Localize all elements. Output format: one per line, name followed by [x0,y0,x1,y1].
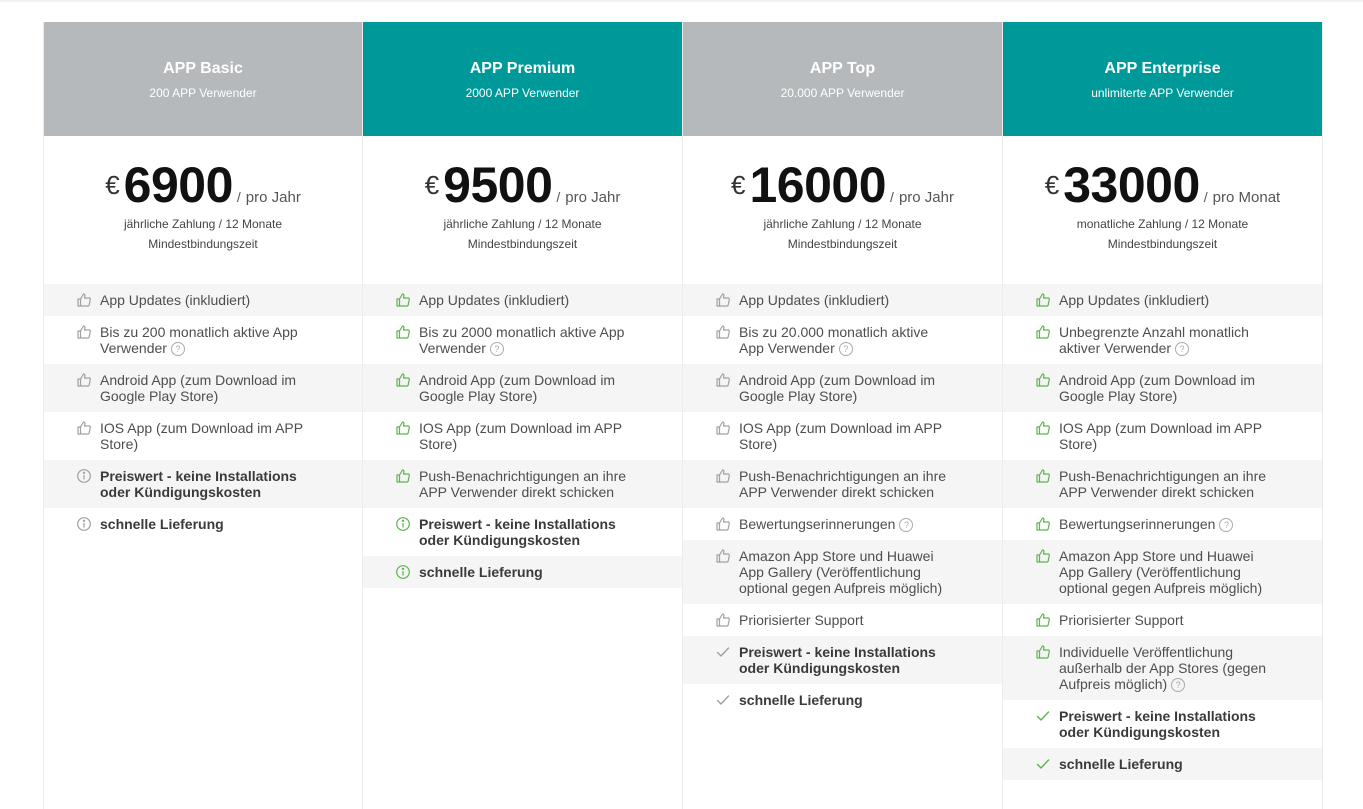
feature-item [44,460,362,508]
feature-text [419,468,634,500]
thumbs-up-icon [395,420,411,436]
price-row [363,156,682,214]
feature-item [1003,604,1322,636]
feature-text [1059,516,1274,532]
feature-label: Bis zu 200 monatlich aktive App Verwender [100,324,298,356]
price-amount: 16000 [749,157,887,213]
plan-users: 20.000 APP Verwender [780,86,905,100]
feature-text [1059,612,1274,628]
feature-list [363,284,682,588]
feature-list [683,284,1002,716]
feature-item [1003,364,1322,412]
feature-label: Bewertungserinnerungen [1059,516,1216,532]
feature-label: schnelle Lieferung [419,564,543,580]
feature-item [44,412,362,460]
feature-text [1059,372,1274,404]
currency-symbol: € [105,170,120,200]
plan-header [363,22,682,136]
feature-item [683,316,1002,364]
feature-text [739,324,954,356]
feature-text [100,516,315,532]
help-icon[interactable]: ? [490,342,504,356]
help-icon[interactable]: ? [171,342,185,356]
feature-label: Preiswert - keine Installations oder Kündigungskosten [100,468,297,500]
feature-label: Bewertungserinnerungen [739,516,896,532]
feature-text [419,564,634,580]
price-row [683,156,1002,214]
feature-item [683,412,1002,460]
feature-label: schnelle Lieferung [1059,756,1183,772]
feature-label: Bis zu 2000 monatlich aktive App Verwender [419,324,625,356]
feature-label: IOS App (zum Download im APP Store) [100,420,303,452]
feature-label: App Updates (inkludiert) [419,292,570,308]
feature-item [44,316,362,364]
plan-enterprise [1003,22,1323,809]
feature-item [683,604,1002,636]
feature-text [1059,292,1274,308]
thumbs-up-icon [76,324,92,340]
price-row [1003,156,1322,214]
thumbs-up-icon [76,420,92,436]
feature-label: Preiswert - keine Installations oder Kündigungskosten [419,516,616,548]
feature-label: Push-Benachrichtigungen an ihre APP Verwender direkt schicken [739,468,947,500]
feature-text [100,468,315,500]
plan-name: APP Enterprise [1104,60,1221,77]
feature-item [1003,460,1322,508]
feature-item [363,412,682,460]
feature-text [1059,468,1274,500]
feature-item [44,284,362,316]
thumbs-up-icon [395,372,411,388]
feature-text [1059,756,1274,772]
feature-label: App Updates (inkludiert) [1059,292,1210,308]
feature-item [683,508,1002,540]
feature-text [100,372,315,404]
feature-text [419,324,634,356]
thumbs-up-icon [715,420,731,436]
plan-name: APP Top [809,60,876,77]
plan-premium [363,22,683,809]
feature-item [683,364,1002,412]
feature-label: schnelle Lieferung [100,516,224,532]
plan-header [1003,22,1322,136]
feature-text [739,516,954,532]
feature-label: Preiswert - keine Installations oder Kündigungskosten [739,644,936,676]
feature-label: Priorisierter Support [739,612,864,628]
price-box [44,136,362,284]
price-slash: / [556,189,561,205]
feature-label: IOS App (zum Download im APP Store) [1059,420,1262,452]
check-icon [715,644,731,660]
feature-text [100,324,315,356]
check-icon [1035,708,1051,724]
feature-list [44,284,362,540]
plan-top [683,22,1003,809]
price-period: pro Jahr [898,189,954,206]
feature-label: IOS App (zum Download im APP Store) [739,420,942,452]
price-slash: / [890,189,894,205]
info-icon [395,564,411,580]
thumbs-up-icon [715,292,731,308]
feature-item [683,684,1002,716]
feature-label: Priorisierter Support [1059,612,1184,628]
thumbs-up-icon [1035,292,1051,308]
help-icon[interactable]: ? [1175,342,1189,356]
feature-text [1059,708,1274,740]
price-period: pro Monat [1212,189,1281,206]
feature-text [1059,548,1274,596]
thumbs-up-icon [395,292,411,308]
feature-text [739,292,954,308]
feature-text [739,468,954,500]
price-box [363,136,682,284]
thumbs-up-icon [1035,548,1051,564]
feature-item [363,284,682,316]
feature-text [739,692,954,708]
feature-item [683,284,1002,316]
info-icon [76,468,92,484]
thumbs-up-icon [715,548,731,564]
feature-item [683,636,1002,684]
price-slash: / [1203,189,1208,205]
feature-item [1003,540,1322,604]
thumbs-up-icon [76,372,92,388]
price-amount: 33000 [1063,157,1200,213]
thumbs-up-icon [1035,468,1051,484]
feature-item [1003,508,1322,540]
thumbs-up-icon [395,324,411,340]
feature-label: Android App (zum Download im Google Play Store) [100,372,297,404]
thumbs-up-icon [76,292,92,308]
feature-item [1003,316,1322,364]
plan-name: APP Basic [163,60,243,77]
price-row [44,156,362,214]
plan-header [44,22,362,136]
thumbs-up-icon [715,372,731,388]
feature-item [363,460,682,508]
pricing-table [43,22,1323,809]
payment-terms: monatliche Zahlung / 12 Monate Mindestbindungszeit [1076,217,1249,251]
feature-item [363,316,682,364]
feature-label: Android App (zum Download im Google Play Store) [1059,372,1256,404]
feature-label: App Updates (inkludiert) [739,292,890,308]
thumbs-up-icon [715,324,731,340]
feature-label: Amazon App Store und Huawei App Gallery (Veröffentlichung optional gegen Aufpreis möglich) [739,548,943,596]
feature-label: Individuelle Veröffentlichung außerhalb der App Stores (gegen Aufpreis möglich) [1059,644,1267,692]
info-icon [76,516,92,532]
feature-item [1003,748,1322,780]
payment-terms: jährliche Zahlung / 12 Monate Mindestbindungszeit [763,217,922,251]
feature-item [363,364,682,412]
feature-label: IOS App (zum Download im APP Store) [419,420,622,452]
currency-symbol: € [424,170,440,200]
thumbs-up-icon [715,612,731,628]
feature-label: schnelle Lieferung [739,692,863,708]
help-icon[interactable]: ? [899,518,913,532]
price-amount: 9500 [443,157,553,213]
feature-item [683,540,1002,604]
plan-users: unlimiterte APP Verwender [1091,86,1234,100]
thumbs-up-icon [715,468,731,484]
thumbs-up-icon [1035,516,1051,532]
thumbs-up-icon [1035,420,1051,436]
payment-terms: jährliche Zahlung / 12 Monate Mindestbindungszeit [443,217,602,251]
feature-list [1003,284,1322,780]
feature-text [1059,644,1274,692]
thumbs-up-icon [1035,644,1051,660]
feature-text [739,612,954,628]
feature-label: Preiswert - keine Installations oder Kündigungskosten [1059,708,1256,740]
feature-label: Push-Benachrichtigungen an ihre APP Verwender direkt schicken [419,468,627,500]
feature-text [419,292,634,308]
info-icon [395,516,411,532]
feature-text [419,516,634,548]
currency-symbol: € [1044,170,1060,200]
help-icon[interactable]: ? [1219,518,1233,532]
plan-users: 200 APP Verwender [149,86,257,100]
check-icon [715,692,731,708]
thumbs-up-icon [1035,324,1051,340]
currency-symbol: € [731,170,746,200]
price-box [1003,136,1322,284]
thumbs-up-icon [1035,372,1051,388]
help-icon[interactable]: ? [1171,678,1185,692]
thumbs-up-icon [715,516,731,532]
feature-text [1059,324,1274,356]
help-icon[interactable]: ? [839,342,853,356]
plan-basic [43,22,363,809]
thumbs-up-icon [395,468,411,484]
feature-text [739,372,954,404]
feature-text [739,548,954,596]
feature-label: Bis zu 20.000 monatlich aktive App Verwender [739,324,929,356]
plan-users: 2000 APP Verwender [465,86,580,100]
feature-item [363,556,682,588]
feature-item [1003,284,1322,316]
feature-item [44,364,362,412]
feature-item [1003,412,1322,460]
feature-text [739,644,954,676]
feature-item [683,460,1002,508]
top-divider [0,0,1363,2]
feature-text [419,372,634,404]
price-period: pro Jahr [565,189,621,206]
plan-name: APP Premium [469,60,576,77]
feature-label: Android App (zum Download im Google Play Store) [419,372,616,404]
price-period: pro Jahr [245,189,301,206]
feature-item [363,508,682,556]
feature-text [419,420,634,452]
payment-terms: jährliche Zahlung / 12 Monate Mindestbindungszeit [123,217,283,251]
feature-label: Amazon App Store und Huawei App Gallery (Veröffentlichung optional gegen Aufpreis möglich) [1059,548,1263,596]
price-amount: 6900 [123,157,233,213]
feature-item [1003,700,1322,748]
price-slash: / [236,189,241,205]
feature-text [1059,420,1274,452]
feature-text [739,420,954,452]
feature-text [100,292,315,308]
thumbs-up-icon [1035,612,1051,628]
check-icon [1035,756,1051,772]
feature-label: App Updates (inkludiert) [100,292,251,308]
plan-header [683,22,1002,136]
feature-item [1003,636,1322,700]
feature-text [100,420,315,452]
feature-label: Unbegrenzte Anzahl monatlich aktiver Verwender [1059,324,1249,356]
feature-label: Push-Benachrichtigungen an ihre APP Verwender direkt schicken [1059,468,1267,500]
feature-label: Android App (zum Download im Google Play Store) [739,372,936,404]
feature-item [44,508,362,540]
price-box [683,136,1002,284]
